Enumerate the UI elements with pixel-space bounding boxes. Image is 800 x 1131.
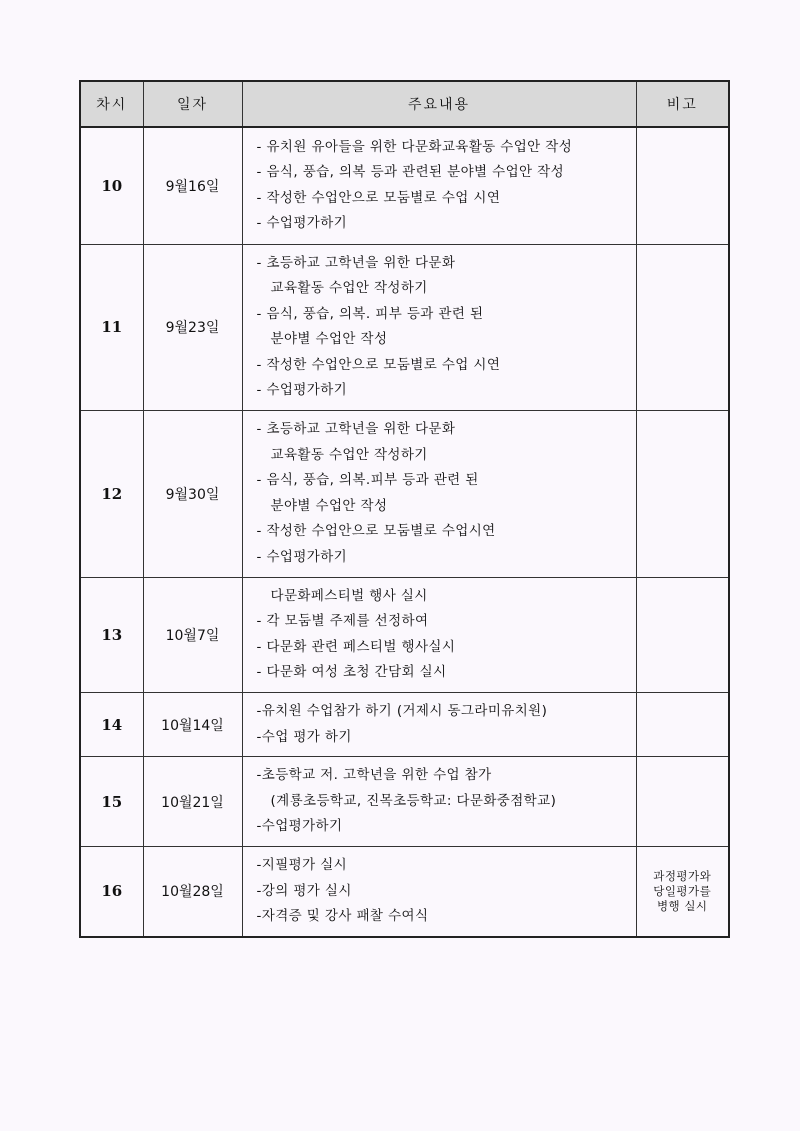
content-line: (계룡초등학교, 진목초등학교: 다문화중점학교) bbox=[270, 792, 557, 809]
content-line: - 다문화 관련 페스티벌 행사실시 bbox=[256, 638, 456, 655]
content-line: -수업 평가 하기 bbox=[256, 728, 352, 745]
content-line: -수업평가하기 bbox=[256, 818, 343, 835]
session-date: 9월23일 bbox=[143, 244, 242, 411]
table-row bbox=[80, 411, 729, 578]
session-note bbox=[636, 127, 729, 244]
content-line: - 초등하교 고학년을 위한 다문화 bbox=[256, 421, 456, 438]
table-row bbox=[80, 757, 729, 847]
note-line: 당일평가를 bbox=[653, 883, 712, 898]
content-line: - 음식, 풍습, 의복 등과 관련된 분야별 수업안 작성 bbox=[256, 164, 565, 181]
header-content: 주요내용 bbox=[242, 81, 636, 127]
table-row bbox=[80, 127, 729, 244]
table-row bbox=[80, 693, 729, 757]
session-content bbox=[242, 127, 636, 244]
content-line: 분야별 수업안 작성 bbox=[270, 497, 388, 514]
curriculum-table bbox=[79, 80, 730, 938]
content-line: - 수업평가하기 bbox=[256, 382, 348, 399]
session-content bbox=[242, 846, 636, 936]
session-number: 12 bbox=[80, 411, 143, 578]
content-line: - 작성한 수업안으로 모둠별로 수업 시연 bbox=[256, 189, 501, 206]
session-content bbox=[242, 244, 636, 411]
table-row bbox=[80, 244, 729, 411]
session-date: 10월7일 bbox=[143, 577, 242, 692]
session-date: 9월30일 bbox=[143, 411, 242, 578]
header-row bbox=[80, 81, 729, 127]
content-line: -초등학교 저. 고학년을 위한 수업 참가 bbox=[256, 767, 492, 784]
content-line: - 음식, 풍습, 의복. 피부 등과 관련 된 bbox=[256, 305, 484, 322]
content-line: 다문화페스티벌 행사 실시 bbox=[270, 587, 428, 604]
session-number: 11 bbox=[80, 244, 143, 411]
header-note: 비고 bbox=[636, 81, 729, 127]
session-note bbox=[636, 411, 729, 578]
header-date: 일자 bbox=[143, 81, 242, 127]
content-line: 교육활동 수업안 작성하기 bbox=[270, 446, 428, 463]
note-line: 병행 실시 bbox=[656, 898, 708, 913]
content-line: - 다문화 여성 초청 간담회 실시 bbox=[256, 664, 447, 681]
session-content bbox=[242, 757, 636, 847]
session-number: 13 bbox=[80, 577, 143, 692]
content-line: 교육활동 수업안 작성하기 bbox=[270, 280, 428, 297]
session-note bbox=[636, 577, 729, 692]
content-line: -강의 평가 실시 bbox=[256, 882, 352, 899]
table-row bbox=[80, 846, 729, 936]
table-row bbox=[80, 577, 729, 692]
session-note bbox=[636, 846, 729, 936]
content-line: - 작성한 수업안으로 모둠별로 수업 시연 bbox=[256, 356, 501, 373]
session-number: 16 bbox=[80, 846, 143, 936]
session-date: 9월16일 bbox=[143, 127, 242, 244]
session-date: 10월21일 bbox=[143, 757, 242, 847]
session-content bbox=[242, 577, 636, 692]
content-line: 분야별 수업안 작성 bbox=[270, 331, 388, 348]
content-line: - 작성한 수업안으로 모둠별로 수업시연 bbox=[256, 523, 496, 540]
session-date: 10월28일 bbox=[143, 846, 242, 936]
note-line: 과정평가와 bbox=[653, 868, 712, 883]
content-line: -지필평가 실시 bbox=[256, 856, 348, 873]
content-line: - 초등하교 고학년을 위한 다문화 bbox=[256, 254, 456, 271]
content-line: - 각 모둠별 주제를 선정하여 bbox=[256, 613, 429, 630]
session-date: 10월14일 bbox=[143, 693, 242, 757]
session-number: 10 bbox=[80, 127, 143, 244]
session-note bbox=[636, 757, 729, 847]
session-number: 15 bbox=[80, 757, 143, 847]
content-line: - 수업평가하기 bbox=[256, 549, 348, 566]
content-line: -유치원 수업참가 하기 (거제시 동그라미유치원) bbox=[256, 703, 548, 719]
content-line: - 수업평가하기 bbox=[256, 215, 348, 232]
session-number: 14 bbox=[80, 693, 143, 757]
content-line: - 음식, 풍습, 의복.피부 등과 관련 된 bbox=[256, 472, 479, 489]
session-content bbox=[242, 411, 636, 578]
content-line: -자격증 및 강사 패찰 수여식 bbox=[256, 908, 429, 925]
header-session: 차시 bbox=[80, 81, 143, 127]
session-content bbox=[242, 693, 636, 757]
session-note bbox=[636, 244, 729, 411]
content-line: - 유치원 유아들을 위한 다문화교육활동 수업안 작성 bbox=[256, 138, 573, 155]
session-note bbox=[636, 693, 729, 757]
